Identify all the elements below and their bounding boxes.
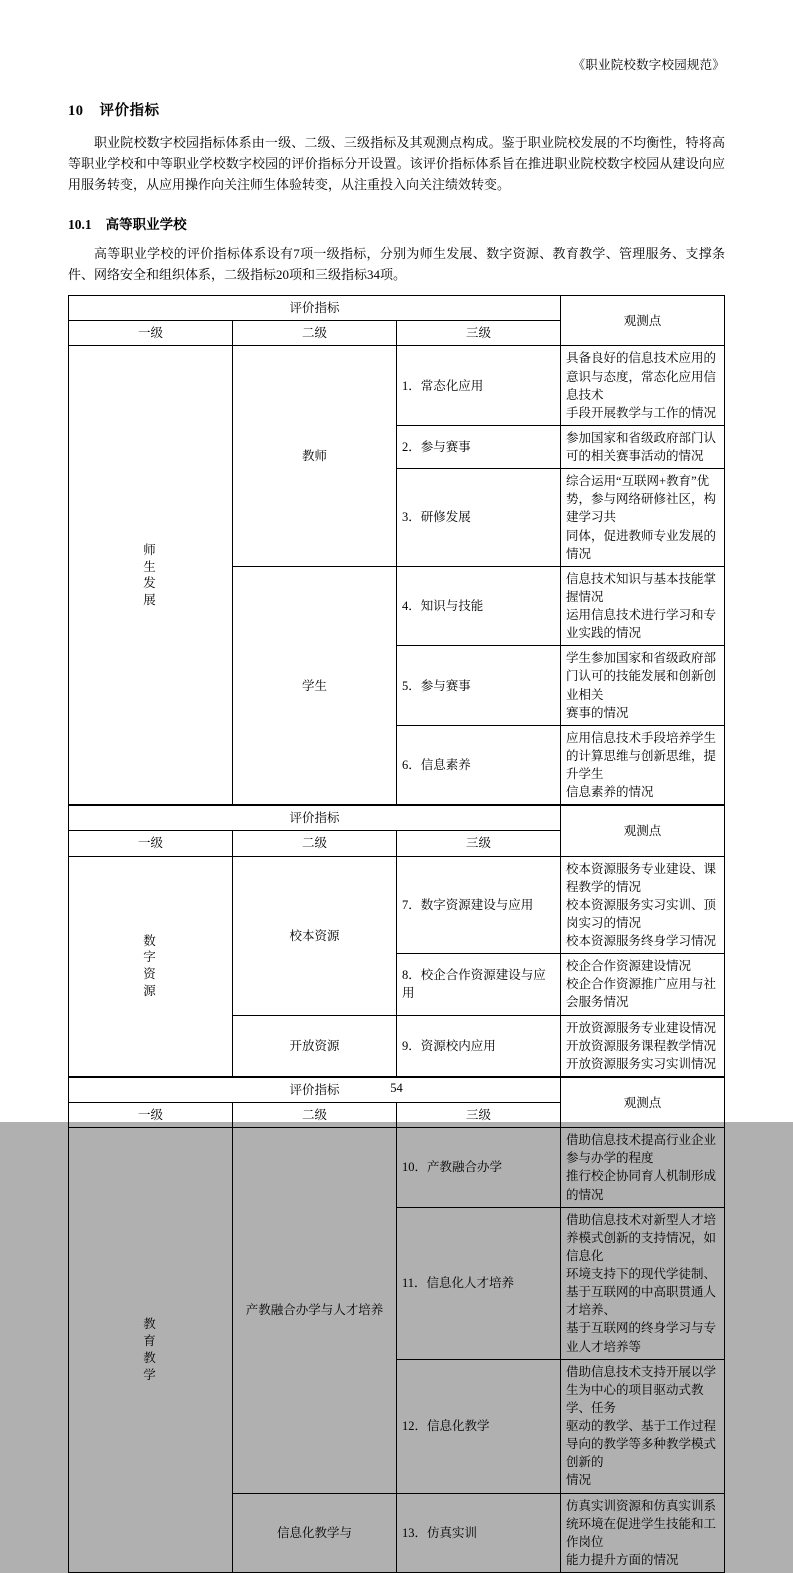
observation-point: 校本资源服务专业建设、课程教学的情况 校本资源服务实习实训、顶岗实习的情况 校本资源服务终身学习情况 (561, 856, 725, 954)
table-row (69, 1128, 725, 1208)
level-3-indicator: 4．知识与技能 (397, 566, 561, 646)
observation-point: 借助信息技术提高行业企业参与办学的程度 推行校企协同育人机制形成的情况 (561, 1128, 725, 1208)
level-3-indicator: 1．常态化应用 (397, 346, 561, 426)
observation-point: 信息技术知识与基本技能掌握情况 运用信息技术进行学习和专业实践的情况 (561, 566, 725, 646)
header-level-3: 三级 (397, 321, 561, 346)
evaluation-tables (68, 295, 725, 1573)
level-2-indicator: 教师 (233, 346, 397, 566)
observation-point: 综合运用“互联网+教育”优势，参与网络研修社区，构建学习共 同体，促进教师专业发展的情况 (561, 469, 725, 567)
header-evaluation-index: 评价指标 (69, 296, 561, 321)
observation-point: 参加国家和省级政府部门认可的相关赛事活动的情况 (561, 425, 725, 468)
header-level-1: 一级 (69, 1103, 233, 1128)
level-3-indicator: 10．产教融合办学 (397, 1128, 561, 1208)
subsection-heading (68, 213, 725, 233)
observation-point: 开放资源服务专业建设情况 开放资源服务课程教学情况 开放资源服务实习实训情况 (561, 1015, 725, 1076)
observation-point: 仿真实训资源和仿真实训系统环境在促进学生技能和工作岗位 能力提升方面的情况 (561, 1493, 725, 1573)
subsection-number: 10.1 (68, 217, 92, 233)
subsection-paragraph: 高等职业学校的评价指标体系设有7项一级指标，分别为师生发展、数字资源、教育教学、管理服务、支撑条件、网络安全和组织体系，二级指标20项和三级指标34项。 (68, 246, 725, 283)
observation-point: 应用信息技术手段培养学生的计算思维与创新思维，提升学生 信息素养的情况 (561, 725, 725, 805)
level-3-indicator: 7．数字资源建设与应用 (397, 856, 561, 954)
header-evaluation-index: 评价指标 (69, 1077, 561, 1102)
evaluation-table (68, 295, 725, 805)
level-1-indicator: 数 字 资 源 (69, 856, 233, 1076)
section-number: 10 (68, 103, 84, 119)
level-3-indicator: 9．资源校内应用 (397, 1015, 561, 1076)
header-level-2: 二级 (233, 321, 397, 346)
level-1-indicator: 教 育 教 学 (69, 1128, 233, 1573)
section-paragraph: 职业院校数字校园指标体系由一级、二级、三级指标及其观测点构成。鉴于职业院校发展的不均衡性，特将高等职业学校和中等职业学校数字校园的评价指标分开设置。该评价指标体系旨在推进职业院校数字校园从建设向应用服务转变，从应用操作向关注师生体验转变，从注重投入向关注绩效转变。 (68, 135, 725, 193)
observation-point: 借助信息技术支持开展以学生为中心的项目驱动式教学、任务 驱动的教学、基于工作过程导向的教学等多种教学模式创新的 情况 (561, 1359, 725, 1493)
header-level-1: 一级 (69, 831, 233, 856)
table-row (69, 856, 725, 954)
header-observation-point: 观测点 (561, 806, 725, 856)
level-2-indicator: 学生 (233, 566, 397, 805)
page-number: 54 (390, 1081, 403, 1095)
section-heading (68, 99, 725, 120)
table-header-row (69, 296, 725, 321)
observation-point: 借助信息技术对新型人才培养模式创新的支持情况，如信息化 环境支持下的现代学徒制、基于互联网的中高职贯通人才培养、 基于互联网的终身学习与专业人才培养等 (561, 1207, 725, 1359)
level-3-indicator: 13．仿真实训 (397, 1493, 561, 1573)
header-level-3: 三级 (397, 831, 561, 856)
header-level-2: 二级 (233, 1103, 397, 1128)
header-level-1: 一级 (69, 321, 233, 346)
header-evaluation-index: 评价指标 (69, 806, 561, 831)
level-2-indicator: 产教融合办学与人才培养 (233, 1128, 397, 1493)
level-3-indicator: 3．研修发展 (397, 469, 561, 567)
level-3-indicator: 12．信息化教学 (397, 1359, 561, 1493)
subsection-title: 高等职业学校 (105, 217, 187, 233)
header-observation-point: 观测点 (561, 1077, 725, 1127)
level-2-indicator: 校本资源 (233, 856, 397, 1015)
page-header: 《职业院校数字校园规范》 (572, 58, 725, 72)
level-3-indicator: 8．校企合作资源建设与应用 (397, 954, 561, 1015)
level-3-indicator: 6．信息素养 (397, 725, 561, 805)
observation-point: 校企合作资源建设情况 校企合作资源推广应用与社会服务情况 (561, 954, 725, 1015)
level-2-indicator: 开放资源 (233, 1015, 397, 1076)
observation-point: 具备良好的信息技术应用的意识与态度，常态化应用信息技术 手段开展教学与工作的情况 (561, 346, 725, 426)
table-row (69, 346, 725, 426)
level-3-indicator: 5．参与赛事 (397, 646, 561, 726)
level-2-indicator: 信息化教学与 (233, 1493, 397, 1573)
evaluation-table (68, 1077, 725, 1573)
level-1-indicator: 师 生 发 展 (69, 346, 233, 805)
observation-point: 学生参加国家和省级政府部门认可的技能发展和创新创业相关 赛事的情况 (561, 646, 725, 726)
header-level-3: 三级 (397, 1103, 561, 1128)
level-3-indicator: 11．信息化人才培养 (397, 1207, 561, 1359)
evaluation-table (68, 805, 725, 1077)
section-title: 评价指标 (99, 103, 160, 119)
header-observation-point: 观测点 (561, 296, 725, 346)
level-3-indicator: 2．参与赛事 (397, 425, 561, 468)
header-level-2: 二级 (233, 831, 397, 856)
table-header-row (69, 806, 725, 831)
